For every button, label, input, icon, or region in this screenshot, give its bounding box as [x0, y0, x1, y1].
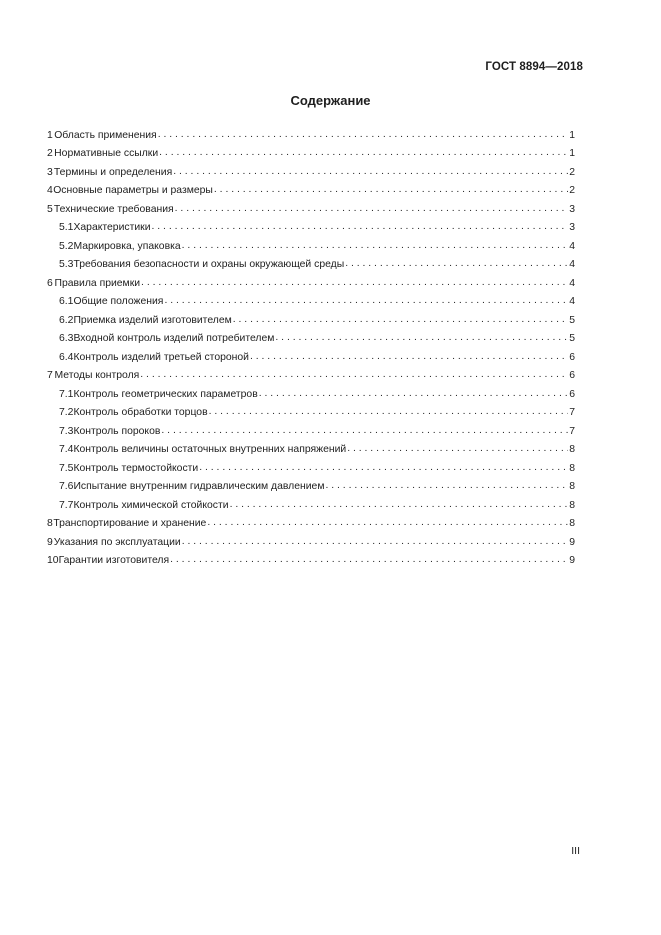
toc-entry-5-2[interactable]: [47, 235, 575, 254]
toc-entry-7-1[interactable]: [47, 383, 575, 402]
toc-entry-title: Транспортирование и хранение: [53, 518, 207, 529]
toc-entry-page: 9: [569, 536, 575, 548]
toc-entry-title: Контроль геометрических параметров: [73, 388, 258, 400]
toc-leader-dots: [159, 146, 568, 160]
toc-entry-number: 7.3: [59, 425, 74, 437]
toc-leader-dots: [345, 257, 568, 271]
toc-leader-dots: [233, 313, 568, 327]
toc-entry-6[interactable]: [47, 272, 575, 291]
toc-entry-title: Область применения: [54, 129, 157, 141]
toc-entry-7-2[interactable]: [47, 402, 575, 421]
toc-entry-number: 7.7: [59, 499, 74, 511]
toc-entry-8[interactable]: [47, 513, 575, 532]
toc-entry-title: Контроль обработки торцов: [73, 407, 208, 418]
toc-leader-dots: [230, 498, 569, 512]
toc-entry-number: 7: [47, 370, 53, 381]
table-of-contents: [47, 124, 575, 568]
toc-title: Содержание: [290, 93, 371, 108]
toc-entry-title: Правила приемки: [54, 277, 141, 289]
toc-entry-page: 9: [569, 555, 575, 566]
toc-entry-7-3[interactable]: [47, 420, 575, 439]
toc-entry-page: 8: [569, 481, 575, 492]
toc-entry-page: 4: [569, 240, 575, 252]
toc-entry-title: Общие положения: [73, 296, 164, 307]
toc-entry-10[interactable]: [47, 550, 575, 569]
toc-entry-title: Контроль величины остаточных внутренних напряжений: [73, 444, 347, 455]
toc-entry-7-4[interactable]: [47, 439, 575, 458]
toc-leader-dots: [275, 331, 568, 345]
toc-leader-dots: [161, 424, 568, 438]
toc-entry-page: 5: [569, 314, 575, 326]
toc-entry-number: 6.4: [59, 351, 74, 363]
toc-entry-title: Контроль изделий третьей стороной: [73, 351, 249, 363]
toc-entry-page: 2: [569, 166, 575, 178]
toc-leader-dots: [347, 442, 568, 456]
toc-entry-title: Входной контроль изделий потребителем: [73, 333, 275, 344]
toc-entry-number: 7.2: [59, 407, 74, 418]
toc-leader-dots: [325, 479, 568, 493]
toc-entry-title: Нормативные ссылки: [54, 148, 159, 159]
toc-entry-page: 4: [569, 277, 575, 289]
toc-leader-dots: [182, 535, 569, 549]
toc-entry-title: Основные параметры и размеры: [53, 185, 213, 196]
toc-entry-7[interactable]: [47, 365, 575, 384]
toc-entry-number: 7.5: [59, 462, 74, 474]
toc-entry-title: Контроль термостойкости: [73, 462, 199, 474]
toc-entry-page: 8: [569, 518, 575, 529]
toc-leader-dots: [182, 239, 569, 253]
toc-entry-page: 7: [569, 407, 575, 418]
toc-entry-3[interactable]: [47, 161, 575, 180]
toc-entry-page: 6: [569, 351, 575, 363]
toc-entry-page: 3: [569, 222, 575, 233]
toc-entry-title: Характеристики: [73, 222, 151, 233]
toc-entry-title: Гарантии изготовителя: [58, 555, 170, 566]
toc-entry-page: 6: [569, 388, 575, 400]
toc-entry-6-1[interactable]: [47, 291, 575, 310]
toc-leader-dots: [173, 165, 568, 179]
toc-entry-title: Технические требования: [53, 203, 174, 215]
toc-entry-page: 1: [569, 148, 575, 159]
toc-leader-dots: [207, 516, 568, 530]
toc-entry-number: 5: [47, 203, 53, 215]
toc-entry-number: 6.3: [59, 333, 74, 344]
toc-entry-page: 3: [569, 203, 575, 215]
toc-leader-dots: [140, 368, 568, 382]
toc-entry-title: Испытание внутренним гидравлическим давлением: [73, 481, 325, 492]
toc-entry-number: 1: [47, 129, 53, 141]
toc-entry-page: 4: [569, 296, 575, 307]
toc-entry-title: Контроль пороков: [73, 425, 161, 437]
toc-entry-number: 5.3: [59, 259, 74, 270]
toc-leader-dots: [141, 276, 568, 290]
toc-leader-dots: [209, 405, 569, 419]
toc-entry-number: 8: [47, 518, 53, 529]
toc-entry-6-4[interactable]: [47, 346, 575, 365]
toc-entry-number: 6.1: [59, 296, 74, 307]
toc-entry-page: 4: [569, 259, 575, 270]
toc-entry-7-7[interactable]: [47, 494, 575, 513]
toc-entry-title: Требования безопасности и охраны окружающей среды: [73, 259, 345, 270]
toc-entry-5-3[interactable]: [47, 254, 575, 273]
toc-entry-number: 7.6: [59, 481, 74, 492]
toc-entry-6-2[interactable]: [47, 309, 575, 328]
toc-entry-page: 8: [569, 462, 575, 474]
toc-leader-dots: [259, 387, 569, 401]
toc-entry-page: 1: [569, 129, 575, 141]
toc-entry-2[interactable]: [47, 143, 575, 162]
toc-entry-title: Указания по эксплуатации: [53, 536, 181, 548]
toc-entry-9[interactable]: [47, 531, 575, 550]
toc-entry-4[interactable]: [47, 180, 575, 199]
toc-entry-number: 5.2: [59, 240, 74, 252]
toc-entry-6-3[interactable]: [47, 328, 575, 347]
toc-entry-7-6[interactable]: [47, 476, 575, 495]
toc-entry-title: Контроль химической стойкости: [73, 499, 229, 511]
toc-entry-title: Методы контроля: [54, 370, 140, 381]
toc-entry-page: 5: [569, 333, 575, 344]
toc-leader-dots: [152, 220, 569, 234]
toc-leader-dots: [164, 294, 568, 308]
toc-entry-page: 6: [569, 370, 575, 381]
toc-entry-page: 8: [569, 444, 575, 455]
toc-leader-dots: [158, 128, 569, 142]
toc-leader-dots: [250, 350, 568, 364]
toc-entry-number: 2: [47, 148, 53, 159]
toc-entry-title: Маркировка, упаковка: [73, 240, 181, 252]
toc-entry-number: 7.4: [59, 444, 74, 455]
page-number: III: [571, 845, 580, 857]
toc-entry-7-5[interactable]: [47, 457, 575, 476]
toc-leader-dots: [170, 553, 568, 567]
toc-entry-5[interactable]: [47, 198, 575, 217]
toc-entry-number: 9: [47, 536, 53, 548]
toc-entry-number: 6: [47, 277, 53, 289]
toc-entry-number: 5.1: [59, 222, 74, 233]
toc-entry-1[interactable]: [47, 124, 575, 143]
toc-entry-title: Приемка изделий изготовителем: [73, 314, 232, 326]
toc-entry-number: 10: [47, 555, 59, 566]
toc-entry-page: 8: [569, 499, 575, 511]
toc-entry-page: 2: [569, 185, 575, 196]
toc-entry-number: 7.1: [59, 388, 74, 400]
toc-entry-page: 7: [569, 425, 575, 437]
toc-entry-5-1[interactable]: [47, 217, 575, 236]
toc-entry-number: 4: [47, 185, 53, 196]
toc-leader-dots: [214, 183, 568, 197]
toc-entry-number: 6.2: [59, 314, 74, 326]
toc-entry-title: Термины и определения: [53, 166, 173, 178]
document-code: ГОСТ 8894—2018: [485, 61, 583, 73]
toc-entry-number: 3: [47, 166, 53, 178]
toc-leader-dots: [199, 461, 568, 475]
toc-leader-dots: [175, 202, 569, 216]
